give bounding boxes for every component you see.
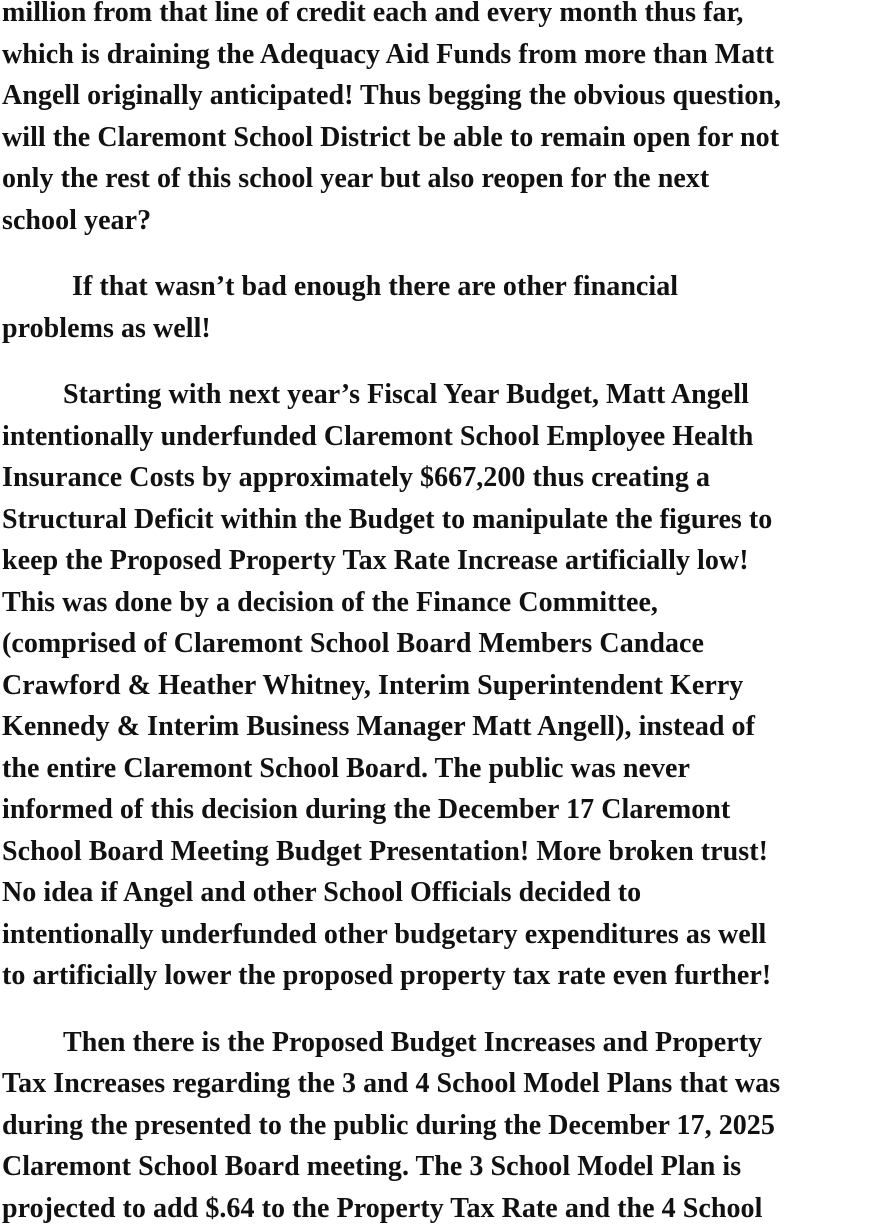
text-line: school year? bbox=[2, 200, 880, 242]
text-line: Crawford & Heather Whitney, Interim Superintendent Kerry bbox=[2, 665, 880, 707]
paragraph-spacer bbox=[2, 241, 880, 266]
text-line: to artificially lower the proposed property tax rate even further! bbox=[2, 955, 880, 997]
text-line: This was done by a decision of the Finance Committee, bbox=[2, 582, 880, 624]
text-line: No idea if Angel and other School Officials decided to bbox=[2, 872, 880, 914]
text-line: intentionally underfunded other budgetary expenditures as well bbox=[2, 914, 880, 956]
text-line: Kennedy & Interim Business Manager Matt Angell), instead of bbox=[2, 706, 880, 748]
paragraph-4 bbox=[2, 1022, 880, 1229]
text-line: which is draining the Adequacy Aid Funds from more than Matt bbox=[2, 34, 880, 76]
text-line: Insurance Costs by approximately $667,200 thus creating a bbox=[2, 457, 880, 499]
text-line: intentionally underfunded Claremont School Employee Health bbox=[2, 416, 880, 458]
text-line: informed of this decision during the December 17 Claremont bbox=[2, 789, 880, 831]
text-line: will the Claremont School District be able to remain open for not bbox=[2, 117, 880, 159]
text-line: School Board Meeting Budget Presentation! More broken trust! bbox=[2, 831, 880, 873]
text-line: (comprised of Claremont School Board Members Candace bbox=[2, 623, 880, 665]
document-body bbox=[2, 0, 880, 1229]
text-line: Claremont School Board meeting. The 3 School Model Plan is bbox=[2, 1146, 880, 1188]
text-line: Then there is the Proposed Budget Increases and Property bbox=[2, 1022, 880, 1064]
text-line: If that wasn’t bad enough there are other financial bbox=[2, 266, 880, 308]
text-line: Starting with next year’s Fiscal Year Budget, Matt Angell bbox=[2, 374, 880, 416]
text-line: Tax Increases regarding the 3 and 4 School Model Plans that was bbox=[2, 1063, 880, 1105]
text-line: million from that line of credit each and every month thus far, bbox=[2, 0, 880, 34]
text-line: only the rest of this school year but also reopen for the next bbox=[2, 158, 880, 200]
text-line: during the presented to the public during the December 17, 2025 bbox=[2, 1105, 880, 1147]
text-line: the entire Claremont School Board. The public was never bbox=[2, 748, 880, 790]
text-line: projected to add $.64 to the Property Tax Rate and the 4 School bbox=[2, 1188, 880, 1229]
text-line: Structural Deficit within the Budget to manipulate the figures to bbox=[2, 499, 880, 541]
text-line: keep the Proposed Property Tax Rate Increase artificially low! bbox=[2, 540, 880, 582]
paragraph-3 bbox=[2, 374, 880, 997]
text-line: Angell originally anticipated! Thus begging the obvious question, bbox=[2, 75, 880, 117]
text-line: problems as well! bbox=[2, 308, 880, 350]
paragraph-1 bbox=[2, 0, 880, 241]
paragraph-spacer bbox=[2, 997, 880, 1022]
paragraph-2 bbox=[2, 266, 880, 349]
paragraph-spacer bbox=[2, 349, 880, 374]
